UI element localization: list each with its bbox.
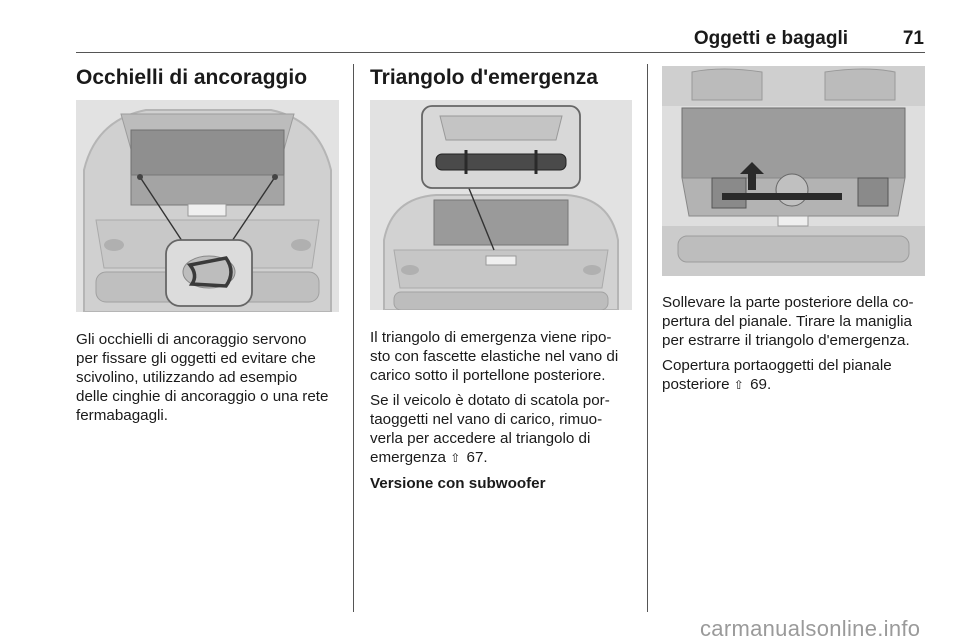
column-divider [647, 64, 648, 612]
column-divider [353, 64, 354, 612]
body-line: Sollevare la parte posteriore della co- [662, 294, 914, 311]
body-line: pertura del pianale. Tirare la maniglia [662, 313, 912, 330]
watermark: carmanualsonline.info [700, 616, 921, 641]
body-line: Copertura portaoggetti del pianale [662, 357, 892, 374]
page-reference-arrow-icon: ⇧ [733, 378, 744, 392]
body-line: delle cinghie di ancoraggio o una rete [76, 388, 329, 405]
body-line: posteriore [662, 376, 730, 393]
body-line: Se il veicolo è dotato di scatola por- [370, 392, 610, 409]
body-line: taoggetti nel vano di carico, rimuo- [370, 411, 603, 428]
body-line: sto con fascette elastiche nel vano di [370, 348, 619, 365]
body-line: Il triangolo di emergenza viene ripo- [370, 329, 612, 346]
body-line: per fissare gli oggetti ed evitare che [76, 350, 316, 367]
body-line: scivolino, utilizzando ad esempio [76, 369, 298, 386]
body-line: verla per accedere al triangolo di [370, 430, 591, 447]
body-line: emergenza [370, 449, 446, 466]
page-reference-arrow-icon: ⇧ [450, 451, 461, 465]
page-reference-link[interactable]: 69. [750, 376, 772, 393]
section-heading-anchoring-eyes: Occhielli di ancoraggio [76, 66, 308, 89]
body-line: Gli occhielli di ancoraggio servono [76, 331, 307, 348]
page-number: 71 [902, 28, 924, 49]
figure-anchoring-eyes [76, 100, 339, 312]
body-line: fermabagagli. [76, 407, 169, 424]
section-heading-warning-triangle: Triangolo d'emergenza [370, 66, 598, 89]
header-rule [76, 52, 925, 53]
body-line: carico sotto il portellone posteriore. [370, 367, 606, 384]
page-reference-link[interactable]: 67. [466, 449, 488, 466]
page-header-title: Oggetti e bagagli [693, 28, 848, 49]
body-line: per estrarre il triangolo d'emergenza. [662, 332, 910, 349]
subheading-subwoofer-version: Versione con subwoofer [370, 475, 546, 492]
figure-warning-triangle [370, 100, 632, 310]
figure-subwoofer-cargo [662, 66, 925, 276]
